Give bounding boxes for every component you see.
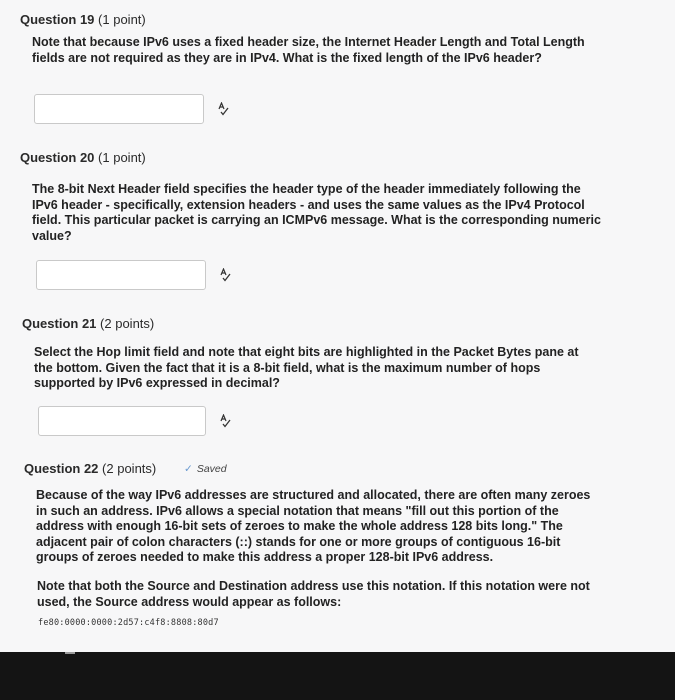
question-22-text: Because of the way IPv6 addresses are structured and allocated, there are often many zeroes in such an address. IPv6 allows a special notation that means "fill out this portion of the address with enough 16-bit sets of zeroes to make the whole address 128 bits long." The adjacent pair of colon characters (::) stands for one or more groups of contiguous 16-bit groups of zeroes needed to make this address a proper 128-bit IPv6 address. — [36, 488, 591, 564]
spellcheck-icon[interactable] — [216, 102, 230, 116]
question-22-note: Note that both the Source and Destination address use this notation. If this notation were not used, the Source address would appear as follows: — [37, 579, 590, 609]
source-address: fe80:0000:0000:2d57:c4f8:8808:80d7 — [38, 618, 219, 628]
spellcheck-icon[interactable] — [218, 268, 232, 282]
question-19-answer-input[interactable] — [34, 94, 204, 124]
question-19-title: Question 19 (1 point) — [20, 12, 146, 27]
spellcheck-icon[interactable] — [218, 414, 232, 428]
question-20-text: The 8-bit Next Header field specifies the header type of the header immediately following the IPv6 header - specifically, extension headers - and uses the same values as the IPv4 Protocol field. This particular packet is carrying an ICMPv6 message. What is the corresponding numeric value? — [32, 182, 601, 243]
question-21-text: Select the Hop limit field and note that eight bits are highlighted in the Packet Bytes pane at the bottom. Given the fact that it is a 8-bit field, what is the maximum number of hops supported by IPv6 expressed in decimal? — [34, 345, 579, 390]
question-22-title: Question 22 (2 points) — [24, 461, 157, 476]
saved-status: ✓ Saved — [184, 463, 227, 475]
question-19-text: Note that because IPv6 uses a fixed header size, the Internet Header Length and Total Length fields are not required as they are in IPv4. What is the fixed length of the IPv6 header? — [32, 35, 585, 65]
footer-bar — [0, 652, 675, 700]
question-20-answer-input[interactable] — [36, 260, 206, 290]
question-20-title: Question 20 (1 point) — [20, 150, 146, 165]
checkmark-icon: ✓ — [184, 463, 193, 475]
question-21-title: Question 21 (2 points) — [22, 316, 155, 331]
footer-mark — [65, 652, 75, 654]
question-21-answer-input[interactable] — [38, 406, 206, 436]
